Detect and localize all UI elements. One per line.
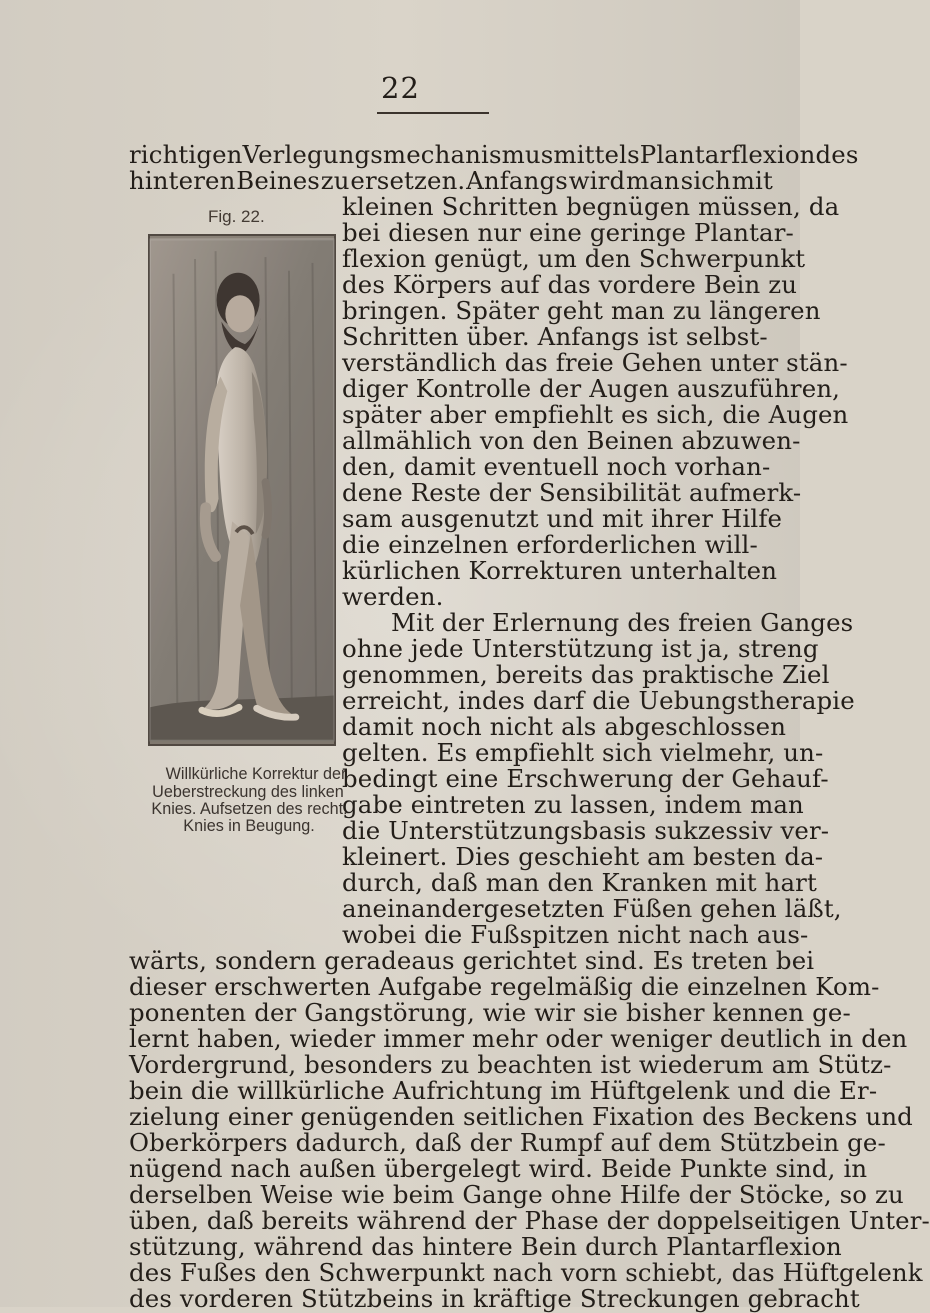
line-2-word-8: sich <box>680 166 731 195</box>
text-line-4: bei diesen nur eine geringe Plantar- <box>342 218 794 247</box>
line-2-word-4: ersetzen. <box>350 166 466 195</box>
figure-photo <box>148 234 336 746</box>
line-1-word-5: des <box>815 140 859 169</box>
line-2-word-6: wird <box>568 166 626 195</box>
text-line-6: des Körpers auf das vordere Bein zu <box>342 270 798 299</box>
text-line-3: kleinen Schritten begnügen müssen, da <box>342 192 840 221</box>
text-line-8: Schritten über. Anfangs ist selbst- <box>342 322 768 351</box>
text-line-14: dene Reste der Sensibilität aufmerk- <box>342 478 802 507</box>
text-line-16: die einzelnen erforderlichen will- <box>342 530 758 559</box>
text-line-1 <box>129 140 859 169</box>
line-2-word-9: mit <box>731 166 773 195</box>
text-line-22: erreicht, indes darf die Uebungstherapie <box>342 686 855 715</box>
line-2-word-7: man <box>626 166 680 195</box>
walking-man-photo <box>150 236 334 744</box>
line-2-word-2: Beines <box>236 166 320 195</box>
text-line-30: aneinandergesetzten Füßen gehen läßt, <box>342 894 842 923</box>
text-line-25: bedingt eine Erschwerung der Gehauf- <box>342 764 829 793</box>
figure-caption-line-4: Knies in Beugung. <box>183 817 315 835</box>
text-line-12: allmählich von den Beinen abzuwen- <box>342 426 801 455</box>
figure-caption-line-2: Ueberstreckung des linken <box>152 783 344 801</box>
text-line-34: ponenten der Gangstörung, wie wir sie bisher kennen ge- <box>129 998 851 1027</box>
figure-caption-line-3: Knies. Aufsetzen des recht. <box>151 800 348 818</box>
text-line-24: gelten. Es empfiehlt sich vielmehr, un- <box>342 738 824 767</box>
text-line-5: flexion genügt, um den Schwerpunkt <box>342 244 806 273</box>
line-2-word-3: zu <box>320 166 350 195</box>
text-line-23: damit noch nicht als abgeschlossen <box>342 712 787 741</box>
line-1-word-3: mittels <box>553 140 640 169</box>
line-2-word-1: hinteren <box>129 166 236 195</box>
line-1-word-2: Verlegungsmechanismus <box>242 140 554 169</box>
page-number: 22 <box>381 71 420 105</box>
text-line-18: werden. <box>342 582 444 611</box>
text-line-27: die Unterstützungsbasis sukzessiv ver- <box>342 816 830 845</box>
text-line-36: Vordergrund, besonders zu beachten ist wiederum am Stütz- <box>129 1050 892 1079</box>
text-line-42: üben, daß bereits während der Phase der doppelseitigen Unter- <box>129 1206 930 1235</box>
line-1-word-4: Plantarflexion <box>639 140 816 169</box>
text-line-38: zielung einer genügenden seitlichen Fixation des Beckens und <box>129 1102 913 1131</box>
line-1-word-1: richtigen <box>129 140 243 169</box>
text-line-32: wärts, sondern geradeaus gerichtet sind. Es treten bei <box>129 946 815 975</box>
text-line-17: kürlichen Korrekturen unterhalten <box>342 556 778 585</box>
line-2-word-5: Anfangs <box>466 166 568 195</box>
text-line-44: des Fußes den Schwerpunkt nach vorn schiebt, das Hüftgelenk <box>129 1258 923 1287</box>
text-line-9: verständlich das freie Gehen unter stän- <box>342 348 848 377</box>
figure-caption-line-1: Willkürliche Korrektur der <box>165 765 347 783</box>
text-line-40: nügend nach außen übergelegt wird. Beide Punkte sind, in <box>129 1154 868 1183</box>
text-line-19: Mit der Erlernung des freien Ganges <box>391 608 854 637</box>
text-line-39: Oberkörpers dadurch, daß der Rumpf auf dem Stützbein ge- <box>129 1128 886 1157</box>
text-line-2 <box>129 166 773 195</box>
text-line-10: diger Kontrolle der Augen auszuführen, <box>342 374 841 403</box>
text-line-31: wobei die Fußspitzen nicht nach aus- <box>342 920 809 949</box>
text-line-29: durch, daß man den Kranken mit hart <box>342 868 817 897</box>
text-line-28: kleinert. Dies geschieht am besten da- <box>342 842 824 871</box>
text-line-35: lernt haben, wieder immer mehr oder weniger deutlich in den <box>129 1024 908 1053</box>
text-line-20: ohne jede Unterstützung ist ja, streng <box>342 634 819 663</box>
text-line-7: bringen. Später geht man zu längeren <box>342 296 821 325</box>
text-line-33: dieser erschwerten Aufgabe regelmäßig die einzelnen Kom- <box>129 972 880 1001</box>
figure-label: Fig. 22. <box>208 207 265 226</box>
text-line-21: genommen, bereits das praktische Ziel <box>342 660 830 689</box>
text-line-43: stützung, während das hintere Bein durch Plantarflexion <box>129 1232 842 1261</box>
text-line-45: des vorderen Stützbeins in kräftige Streckungen gebracht <box>129 1284 860 1313</box>
text-line-37: bein die willkürliche Aufrichtung im Hüftgelenk und die Er- <box>129 1076 878 1105</box>
text-line-13: den, damit eventuell noch vorhan- <box>342 452 771 481</box>
text-line-15: sam ausgenutzt und mit ihrer Hilfe <box>342 504 783 533</box>
page-number-rule <box>377 112 489 114</box>
text-line-26: gabe eintreten zu lassen, indem man <box>342 790 804 819</box>
text-line-41: derselben Weise wie beim Gange ohne Hilfe der Stöcke, so zu <box>129 1180 904 1209</box>
text-line-11: später aber empfiehlt es sich, die Augen <box>342 400 849 429</box>
